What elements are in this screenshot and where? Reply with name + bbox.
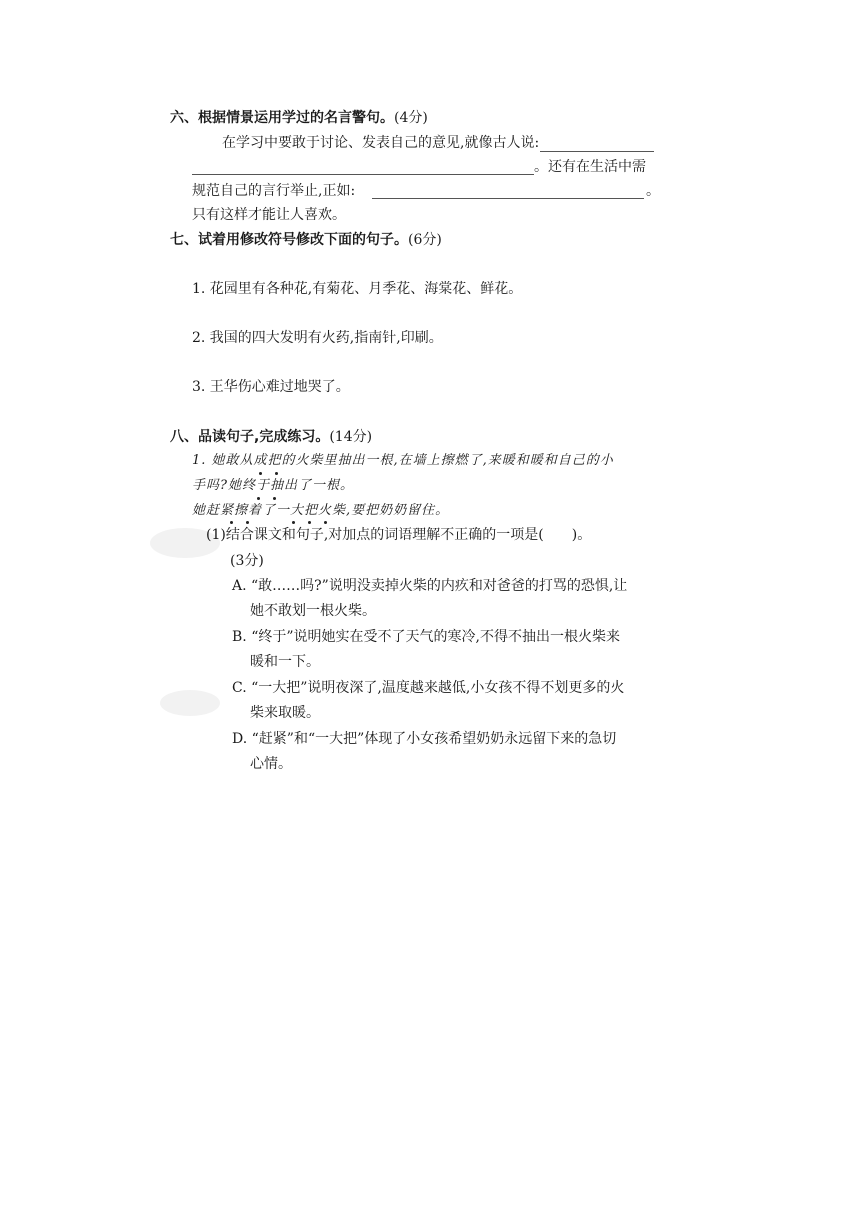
option-d-line-2: 心情。 xyxy=(250,756,292,772)
section-7-score: (6分) xyxy=(408,232,442,248)
section-6-line-3-tail: 。 xyxy=(646,183,660,199)
section-6-line-1: 在学习中要敢于讨论、发表自己的意见,就像古人说: xyxy=(222,135,540,151)
emphasis-dot xyxy=(257,497,260,500)
section-6-title xyxy=(170,108,428,128)
section-6-line-4: 只有这样才能让人喜欢。 xyxy=(192,207,346,223)
option-c-line-1: C. “一大把”说明夜深了,温度越来越低,小女孩不得不划更多的火 xyxy=(232,680,625,696)
emphasis-dot xyxy=(275,472,278,475)
section-6-line-3: 规范自己的言行举止,正如: xyxy=(192,183,356,199)
passage-line-1: 1. 她敢从成把的火柴里抽出一根,在墙上擦燃了,来暖和暖和自己的小 xyxy=(192,453,614,468)
option-d-line-1: D. “赶紧”和“一大把”体现了小女孩希望奶奶永远留下来的急切 xyxy=(232,731,617,747)
option-b-line-1: B. “终于”说明她实在受不了天气的寒冷,不得不抽出一根火柴来 xyxy=(232,629,620,645)
section-6-title-text: 六、根据情景运用学过的名言警句。 xyxy=(170,110,394,126)
section-7-item-2: 2. 我国的四大发明有火药,指南针,印刷。 xyxy=(192,330,443,346)
answer-blank-2[interactable] xyxy=(372,198,644,199)
emphasis-dot xyxy=(292,521,295,524)
section-7-title-text: 七、试着用修改符号修改下面的句子。 xyxy=(170,232,408,248)
option-c-line-2: 柴来取暖。 xyxy=(250,705,320,721)
option-b-line-2: 暖和一下。 xyxy=(250,654,320,670)
emphasis-dot xyxy=(308,521,311,524)
emphasis-dot xyxy=(324,521,327,524)
scan-smudge xyxy=(160,690,220,716)
section-7-item-3: 3. 王华伤心难过地哭了。 xyxy=(192,379,350,395)
option-a-line-1: A. “敢……吗?”说明没卖掉火柴的内疚和对爸爸的打骂的恐惧,让 xyxy=(232,578,628,594)
emphasis-dot xyxy=(273,497,276,500)
answer-blank-1[interactable] xyxy=(540,151,654,152)
emphasis-dot xyxy=(230,521,233,524)
passage-line-2: 手吗?她终于抽出了一根。 xyxy=(192,478,354,493)
option-a-line-2: 她不敢划一根火柴。 xyxy=(250,603,376,619)
sub-question-1-stem: (1)结合课文和句子,对加点的词语理解不正确的一项是( )。 xyxy=(206,527,592,543)
section-8-title xyxy=(170,427,372,447)
section-8-score: (14分) xyxy=(329,429,373,445)
passage-line-3: 她赶紧擦着了一大把火柴,要把奶奶留住。 xyxy=(192,503,450,518)
section-7-item-1: 1. 花园里有各种花,有菊花、月季花、海棠花、鲜花。 xyxy=(192,281,523,297)
emphasis-dot xyxy=(259,472,262,475)
section-8-title-text: 八、品读句子,完成练习。 xyxy=(170,429,330,445)
emphasis-dot xyxy=(246,521,249,524)
section-6-score: (4分) xyxy=(394,110,428,126)
section-6-line-2-tail: 。还有在生活中需 xyxy=(534,159,646,175)
answer-blank-1-continued[interactable] xyxy=(192,174,534,175)
sub-question-1-score: (3分) xyxy=(230,553,264,569)
section-7-title xyxy=(170,230,442,250)
